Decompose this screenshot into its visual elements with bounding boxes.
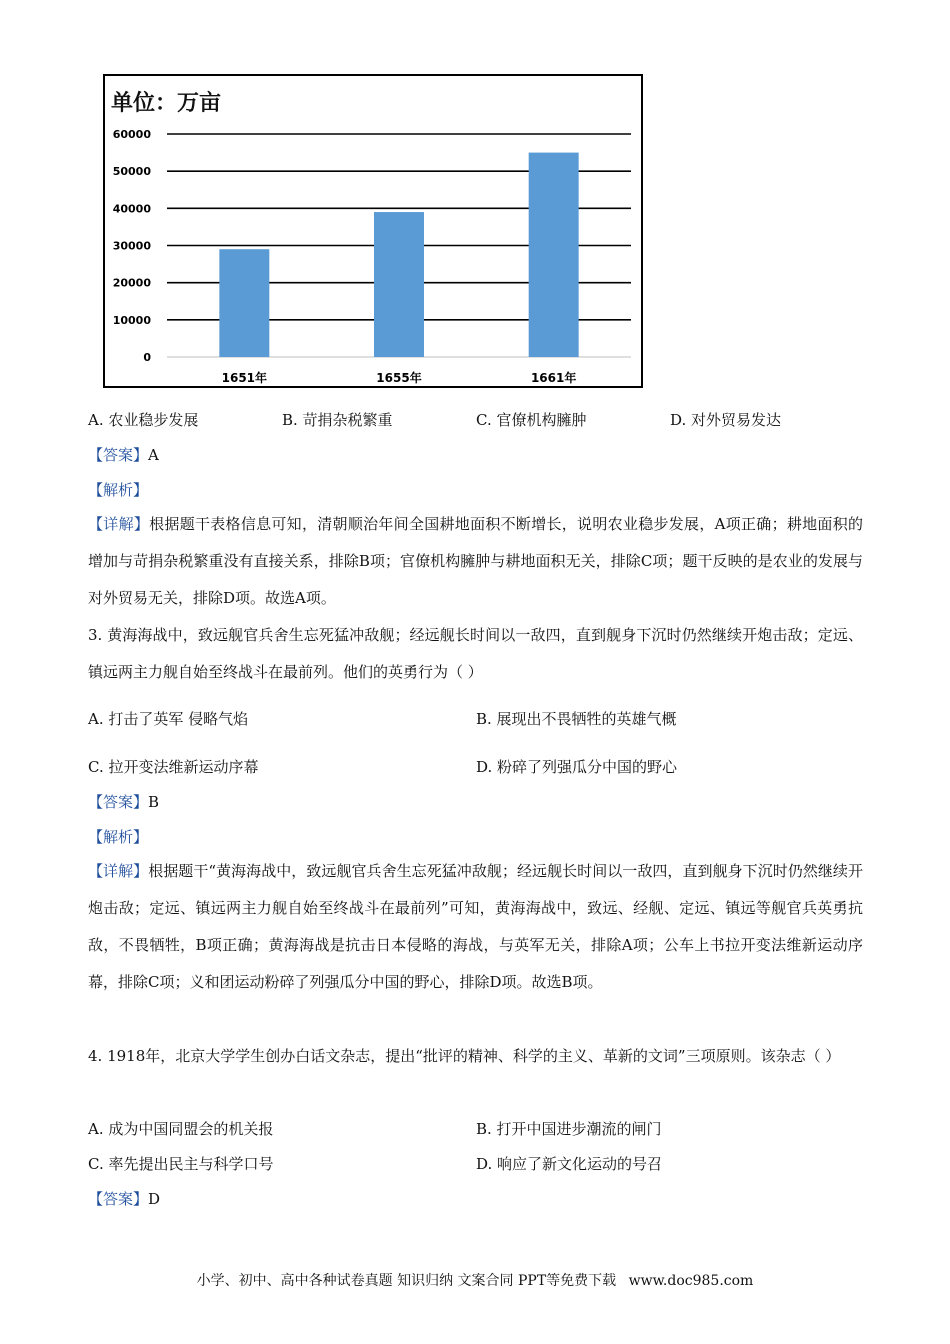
answer-value: D — [148, 1190, 161, 1208]
q4-stem: 4. 1918年，北京大学学生创办白话文杂志，提出“批评的精神、科学的主义、革新的文词”三项原则。该杂志（ ） — [88, 1047, 841, 1065]
q2-option-a: A. 农业稳步发展 — [88, 411, 199, 429]
answer-tag: 【答案】 — [88, 1190, 149, 1208]
q3-option-c: C. 拉开变法维新运动序幕 — [88, 758, 259, 776]
q4-option-c: C. 率先提出民主与科学口号 — [88, 1155, 274, 1173]
detail-tag: 【详解】 — [88, 515, 150, 533]
q3-answer — [88, 792, 159, 812]
bar-1651年 — [219, 249, 269, 357]
answer-tag: 【答案】 — [88, 446, 149, 464]
y-tick-label: 0 — [143, 351, 151, 364]
y-tick-label: 50000 — [112, 165, 151, 179]
chart-bars — [219, 153, 578, 357]
footer-text: 小学、初中、高中各种试卷真题 知识归纳 文案合同 PPT等免费下载 — [196, 1273, 617, 1289]
bar-1661年 — [529, 153, 579, 357]
q2-option-d: D. 对外贸易发达 — [670, 411, 782, 429]
x-category-label: 1661年 — [530, 371, 577, 385]
q3-stem: 3. 黄海海战中，致远舰官兵舍生忘死猛冲敌舰；经远舰长时间以一敌四，直到舰身下沉时仍然继续开炮击敌；定远、镇远两主力舰自始至终战斗在最前列。他们的英勇行为（ ） — [88, 626, 863, 681]
q2-analysis-tag: 【解析】 — [88, 481, 149, 499]
y-tick-label: 20000 — [112, 276, 151, 290]
chart-y-ticks — [113, 128, 152, 364]
detail-tag: 【详解】 — [88, 862, 149, 880]
q3-detail — [88, 853, 863, 1001]
q3-option-d: D. 粉碎了列强瓜分中国的野心 — [476, 758, 678, 776]
footer-url[interactable]: www.doc985.com — [628, 1273, 754, 1289]
answer-tag: 【答案】 — [88, 793, 149, 811]
q3-option-b: B. 展现出不畏牺牲的英雄气概 — [476, 710, 677, 728]
x-category-label: 1651年 — [221, 371, 268, 385]
q2-detail — [88, 506, 863, 617]
q3-option-a: A. 打击了英军 侵略气焰 — [88, 710, 249, 728]
detail-text: 根据题干“黄海海战中，致远舰官兵舍生忘死猛冲敌舰；经远舰长时间以一敌四，直到舰身下沉时仍然继续开炮击敌；定远、镇远两主力舰自始至终战斗在最前列”可知，黄海海战中，致远、经舰、定远、镇远等舰官兵英勇抗敌，不畏牺牲，B项正确；黄海海战是抗击日本侵略的海战，与英军无关，排除A项；公车上书拉开变法维新运动序幕，排除C项；义和团运动粉碎了列强瓜分中国的野心，排除D项。故选B项。 — [88, 862, 863, 991]
bar-1655年 — [374, 212, 424, 357]
y-tick-label: 10000 — [112, 313, 151, 327]
answer-value: A — [148, 446, 159, 464]
q4-option-d: D. 响应了新文化运动的号召 — [476, 1155, 663, 1173]
y-tick-label: 40000 — [112, 202, 151, 216]
q4-answer — [88, 1189, 160, 1209]
q2-option-c: C. 官僚机构臃肿 — [476, 411, 587, 429]
q3-analysis-tag: 【解析】 — [88, 828, 149, 846]
detail-text: 根据题干表格信息可知，清朝顺治年间全国耕地面积不断增长，说明农业稳步发展，A项正确；耕地面积的增加与苛捐杂税繁重没有直接关系，排除B项；官僚机构臃肿与耕地面积无关，排除C项；题干反映的是农业的发展与对外贸易无关，排除D项。故选A项。 — [88, 515, 863, 607]
x-category-label: 1655年 — [376, 371, 422, 385]
q4-option-a: A. 成为中国同盟会的机关报 — [88, 1120, 274, 1138]
chart-x-labels — [222, 370, 577, 385]
y-tick-label: 60000 — [112, 128, 151, 141]
answer-value: B — [148, 793, 160, 811]
page-footer — [0, 1270, 950, 1290]
chart-title: 单位：万亩 — [111, 91, 222, 116]
chart-svg — [105, 76, 641, 386]
farmland-area-chart — [103, 74, 643, 388]
q2-answer — [88, 445, 159, 465]
y-tick-label: 30000 — [112, 239, 151, 253]
q2-option-b: B. 苛捐杂税繁重 — [282, 411, 393, 429]
q4-option-b: B. 打开中国进步潮流的闸门 — [476, 1120, 662, 1138]
